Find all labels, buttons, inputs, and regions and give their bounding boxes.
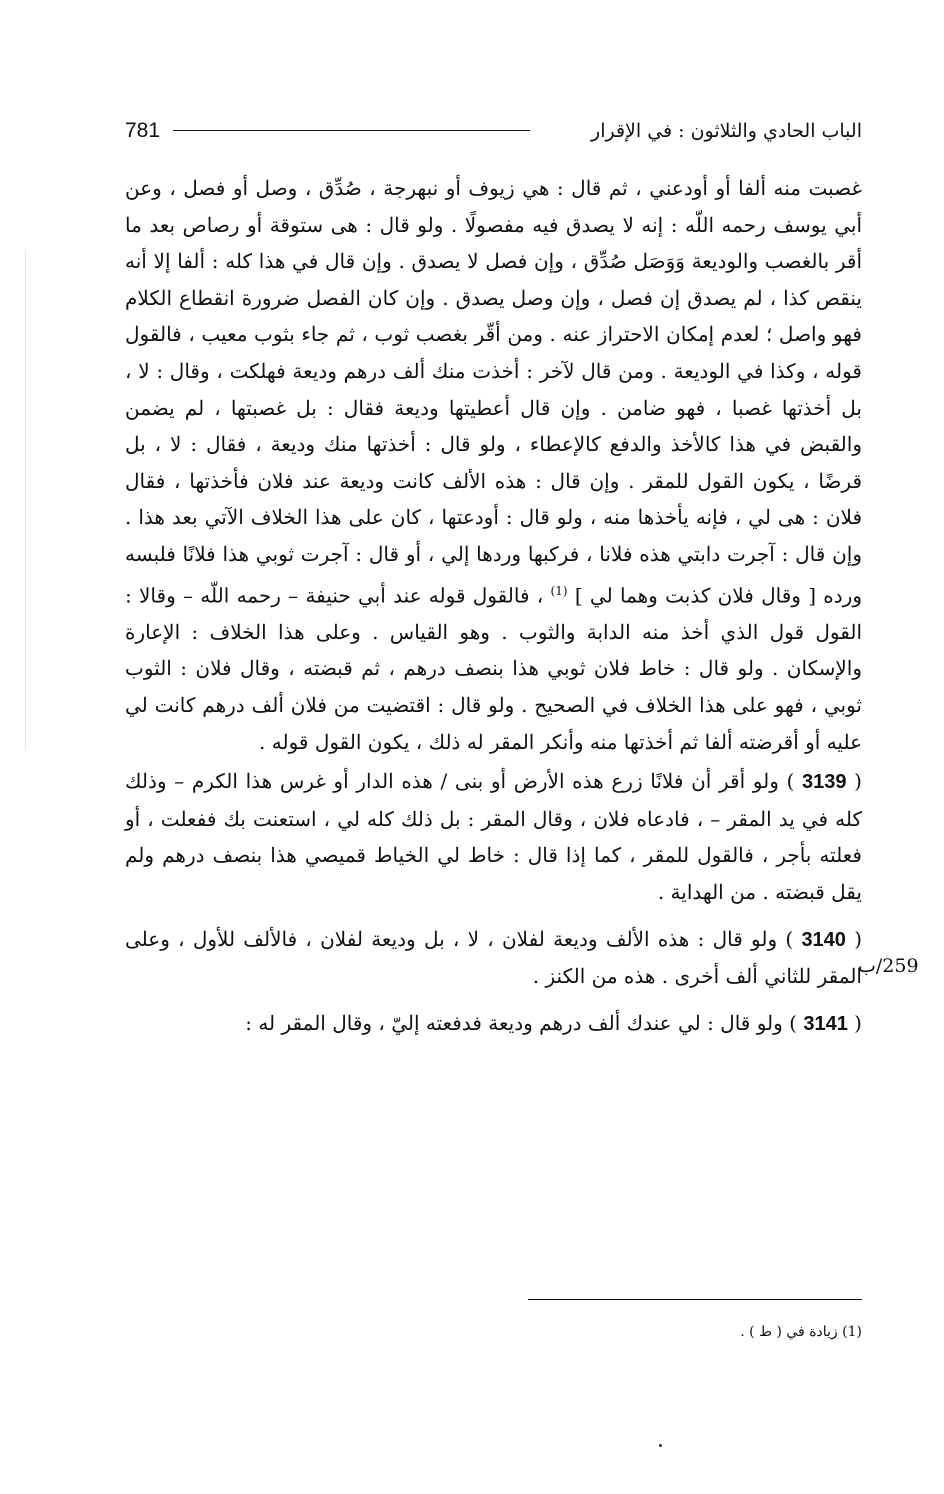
page-header	[125, 116, 862, 146]
manuscript-folio-note: 259/ب	[858, 955, 919, 977]
paragraph-text: غصبت منه ألفا أو أودعني ، ثم قال : هي زيوف أو نبهرجة ، صُدِّق ، وصل أو فصل ، وعن أبي يوسف رحمه اللّه : إنه لا يصدق فيه مفصولًا . ولو قال : هى ستوقة أو رصاص بعد ما أقر بالغصب والوديعة وَوَصَل صُدِّق ، وإن فصل لا يصدق . وإن قال في هذا كله : ألفا إلا أنه ينقص كذا ، لم يصدق إن فصل ، وإن وصل يصدق . وإن كان الفصل ضرورة انقطاع الكلام فهو واصل ؛ لعدم إمكان الاحتراز عنه . ومن أقّر بغصب ثوب ، ثم جاء بثوب معيب ، فالقول قوله ، وكذا في الوديعة . ومن قال لآخر : أخذت منك ألف درهم وديعة فهلكت ، وقال : لا ، بل أخذتها غصبا ، فهو ضامن . وإن قال أعطيتها وديعة فقال : بل غصبتها ، لم يضمن والقبض في هذا كالأخذ والدفع كالإعطاء ، ولو قال : أخذتها منك وديعة ، فقال : لا ، بل قرضًا ، يكون القول للمقر . وإن قال : هذه الألف كانت وديعة عند فلان فأخذتها ، فقال فلان : هى لي ، فإنه يأخذها منه ، ولو قال : أودعتها ، كان على هذا الخلاف الآتي بعد هذا . وإن قال : آجرت دابتي هذه فلانا ، فركبها وردها إلي ، أو قال : آجرت ثوبي هذا فلانًا فلبسه ورده [ وقال فلان كذبت وهما لي ]	[125, 176, 863, 608]
footnote-separator	[528, 1299, 862, 1300]
paragraph-text: ولو قال : لي عندك ألف درهم وديعة فدفعته إليّ ، وقال المقر له :	[245, 1010, 783, 1035]
paragraph-number: 3141	[803, 1012, 848, 1035]
numbered-paragraph: ( 3140 ) ولو قال : هذه الألف وديعة لفلان ، لا ، بل وديعة لفلان ، فالألف للأول ، وعلى المقر للثاني ألف أخرى . هذه من الكنز .	[125, 926, 862, 989]
paragraph-number: 3140	[801, 928, 846, 951]
header-rule	[173, 130, 530, 131]
page-number: 781	[125, 119, 161, 142]
numbered-paragraph: ( 3141 ) ولو قال : لي عندك ألف درهم وديعة فدفعته إليّ ، وقال المقر له :	[245, 1010, 862, 1035]
paragraph-text: ولو أقر أن فلانًا زرع هذه الأرض أو بنى / هذه الدار أو غرس هذا الكرم – وذلك كله في يد المقر – ، فادعاه فلان ، وقال المقر : بل ذلك كله لي ، استعنت بك ففعلت ، أو فعلته بأجر ، فالقول للمقر ، كما إذا قال : خاط لي الخياط قميصي هذا بنصف درهم ولم يقل قبضته . من الهداية .	[125, 769, 862, 904]
chapter-title: الباب الحادي والثلاثون : في الإقرار	[591, 120, 862, 142]
footnote: (1) زيادة في ( ط ) .	[740, 1324, 862, 1340]
paragraph-number: 3139	[802, 771, 847, 794]
paragraph-text-continued: ، فالقول قوله عند أبي حنيفة – رحمه اللّه – وقالا : القول قول الذي أخذ منه الدابة والثوب . وهو القياس . وعلى هذا الخلاف : الإعارة والإسكان . ولو قال : خاط فلان ثوبي هذا بنصف درهم ، ثم قبضته ، وقال فلان : الثوب ثوبي ، فهو على هذا الخلاف في الصحيح . ولو قال : اقتضيت من فلان ألف درهم كانت لي عليه أو أقرضته ألفا ثم أخذتها منه وأنكر المقر له ذلك ، يكون القول قوله .	[125, 583, 862, 754]
main-text	[125, 170, 862, 1042]
scan-speck	[659, 1444, 662, 1447]
paragraph	[125, 170, 862, 760]
paragraph-text: ولو قال : هذه الألف وديعة لفلان ، لا ، بل وديعة لفلان ، فالألف للأول ، وعلى المقر للثاني ألف أخرى . هذه من الكنز .	[125, 926, 862, 989]
numbered-paragraph: ( 3139 ) ولو أقر أن فلانًا زرع هذه الأرض أو بنى / هذه الدار أو غرس هذا الكرم – وذلك كله في يد المقر – ، فادعاه فلان ، وقال المقر : بل ذلك كله لي ، استعنت بك ففعلت ، أو فعلته بأجر ، فالقول للمقر ، كما إذا قال : خاط لي الخياط قميصي هذا بنصف درهم ولم يقل قبضته . من الهداية .	[125, 769, 862, 904]
scan-edge-line	[25, 250, 26, 750]
footnote-reference: (1)	[550, 583, 568, 598]
